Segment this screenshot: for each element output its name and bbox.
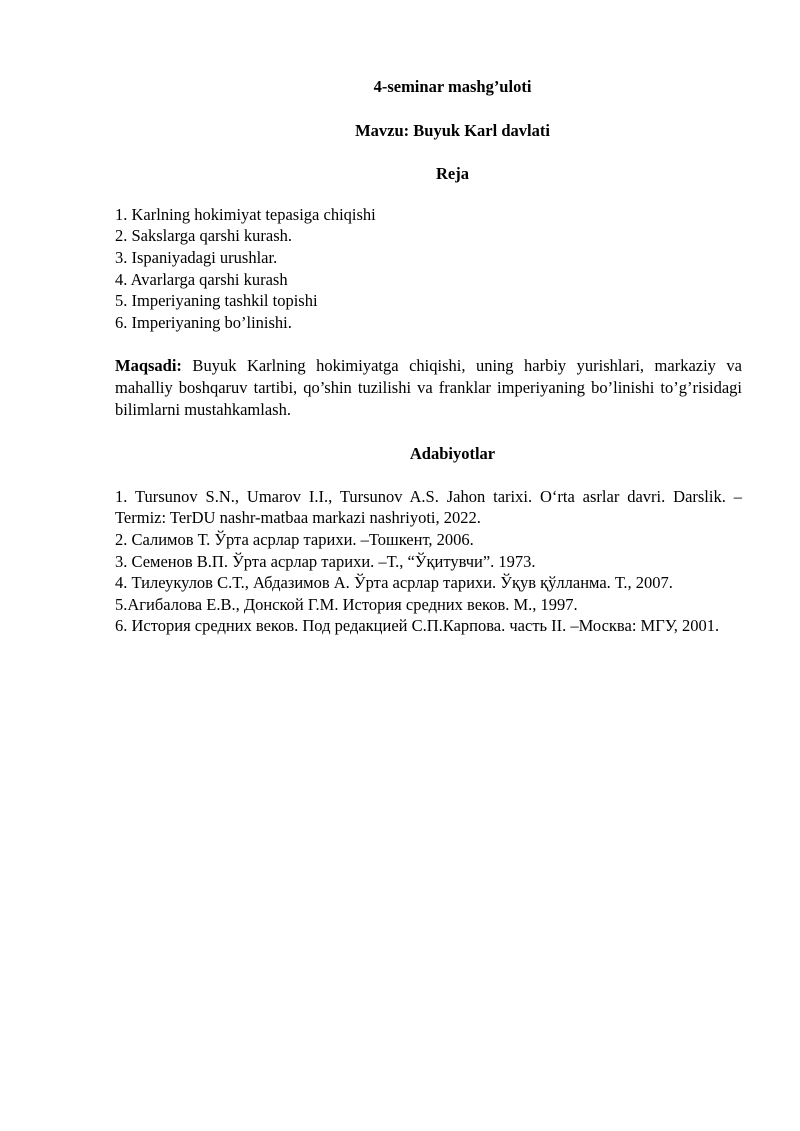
references-list <box>115 486 742 637</box>
plan-list <box>115 204 742 334</box>
goal-label: Maqsadi: <box>115 356 182 376</box>
plan-item: 1. Karlning hokimiyat tepasiga chiqishi <box>115 204 376 224</box>
plan-item: 4. Avarlarga qarshi kurash <box>115 269 288 289</box>
reference-item: 5.Агибалова Е.В., Донской Г.М. История средних веков. М., 1997. <box>115 594 578 614</box>
reference-item: 1. Tursunov S.N., Umarov I.I., Tursunov A.S. Jahon tarixi. O‘rta asrlar davri. Darslik. –Termiz: TerDU nashr-matbaa markazi nashriyoti, 2022. <box>115 486 742 528</box>
references-heading: Adabiyotlar <box>409 444 496 464</box>
plan-heading: Reja <box>436 164 469 184</box>
goal-paragraph <box>115 355 742 420</box>
reference-item: 6. История средних веков. Под редакцией С.П.Карпова. часть II. –Москва: МГУ, 2001. <box>115 616 720 636</box>
seminar-title: 4-seminar mashg’uloti <box>373 77 532 96</box>
plan-item: 6. Imperiyaning bo’linishi. <box>115 312 292 332</box>
plan-item: 5. Imperiyaning tashkil topishi <box>115 291 318 311</box>
reference-item: 4. Тилеукулов С.Т., Абдазимов А. Ўрта асрлар тарихи. Ўқув қўлланма. Т., 2007. <box>115 573 673 593</box>
plan-item: 3. Ispaniyadagi urushlar. <box>115 247 278 267</box>
reference-item: 3. Семенов В.П. Ўрта асрлар тарихи. –Т., “Ўқитувчи”. 1973. <box>115 551 536 571</box>
goal-text: Buyuk Karlning hokimiyatga chiqishi, uning harbiy yurishlari, markaziy va mahalliy boshqaruv tartibi, qo’shin tuzilishi va franklar imperiyaning bo’linishi to’g’risidagi bilimlarni mustahkamlash. <box>115 356 742 419</box>
topic-title: Mavzu: Buyuk Karl davlati <box>355 120 550 140</box>
document-content <box>115 76 742 637</box>
plan-item: 2. Sakslarga qarshi kurash. <box>115 226 293 246</box>
reference-item: 2. Салимов Т. Ўрта асрлар тарихи. –Тошкент, 2006. <box>115 529 474 549</box>
